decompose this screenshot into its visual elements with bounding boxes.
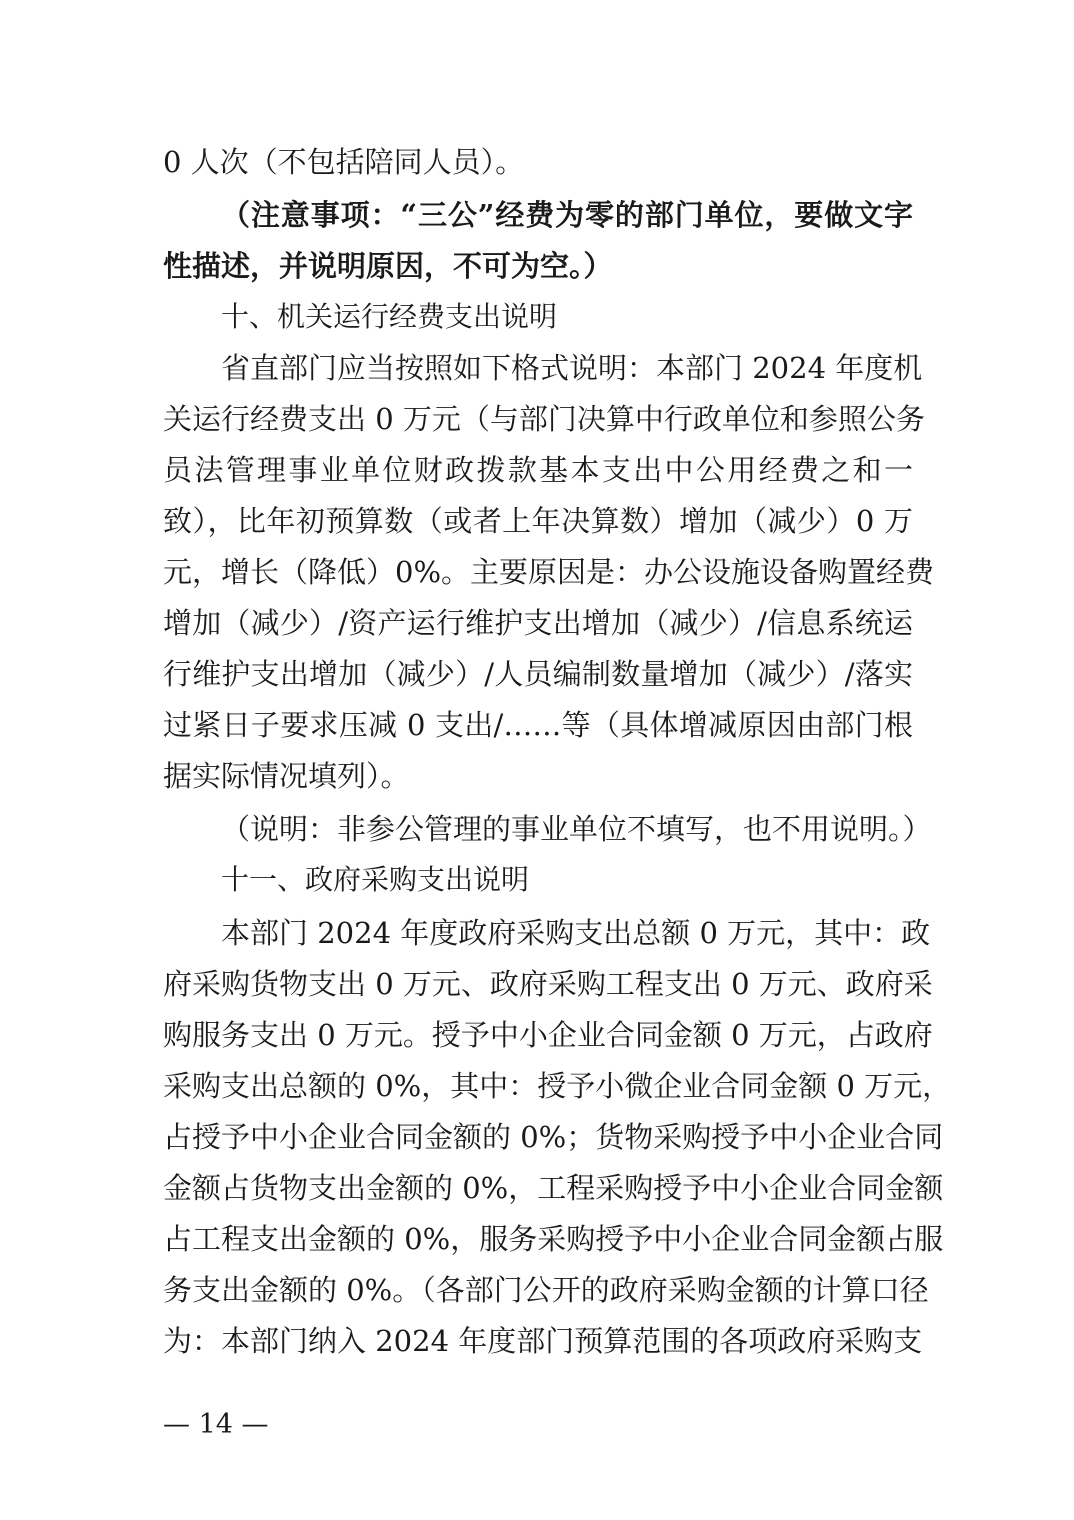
text-line: 务支出金额的 0%。（各部门公开的政府采购金额的计算口径 [163, 1273, 929, 1307]
text-line: 为：本部门纳入 2024 年度部门预算范围的各项政府采购支 [163, 1324, 923, 1358]
note-line: 性描述，并说明原因，不可为空。） [163, 249, 613, 283]
text-line: 省直部门应当按照如下格式说明：本部门 2024 年度机 [221, 351, 923, 385]
text-line: 员法管理事业单位财政拨款基本支出中公用经费之和一 [163, 453, 913, 487]
text-line: 过紧日子要求压减 0 支出/……等（具体增减原因由部门根 [163, 708, 913, 742]
text-line: 增加（减少）/资产运行维护支出增加（减少）/信息系统运 [163, 606, 913, 640]
text-line: 关运行经费支出 0 万元（与部门决算中行政单位和参照公务 [163, 402, 925, 436]
text-line: 0 人次（不包括陪同人员）。 [163, 145, 525, 179]
text-line: 占授予中小企业合同金额的 0%；货物采购授予中小企业合同 [163, 1120, 944, 1154]
text-line: 占工程支出金额的 0%，服务采购授予中小企业合同金额占服 [163, 1222, 944, 1256]
remark-line: （说明：非参公管理的事业单位不填写，也不用说明。） [221, 812, 932, 846]
text-line: 金额占货物支出金额的 0%，工程采购授予中小企业合同金额 [163, 1171, 944, 1205]
text-line: 据实际情况填列）。 [163, 759, 410, 793]
section-heading: 十、机关运行经费支出说明 [221, 300, 558, 333]
text-line: 购服务支出 0 万元。授予中小企业合同金额 0 万元，占政府 [163, 1018, 933, 1052]
section-heading: 十一、政府采购支出说明 [221, 863, 530, 896]
page-number: — 14 — [163, 1409, 269, 1440]
text-line: 行维护支出增加（减少）/人员编制数量增加（减少）/落实 [163, 657, 913, 691]
text-line: 元，增长（降低）0%。主要原因是：办公设施设备购置经费 [163, 555, 935, 589]
note-line: （注意事项：“三公”经费为零的部门单位，要做文字 [221, 198, 913, 232]
text-line: 采购支出总额的 0%，其中：授予小微企业合同金额 0 万元， [163, 1069, 952, 1103]
text-line: 致），比年初预算数（或者上年决算数）增加（减少）0 万 [163, 504, 913, 538]
text-line: 府采购货物支出 0 万元、政府采购工程支出 0 万元、政府采 [163, 967, 933, 1001]
text-line: 本部门 2024 年度政府采购支出总额 0 万元，其中：政 [221, 916, 931, 950]
